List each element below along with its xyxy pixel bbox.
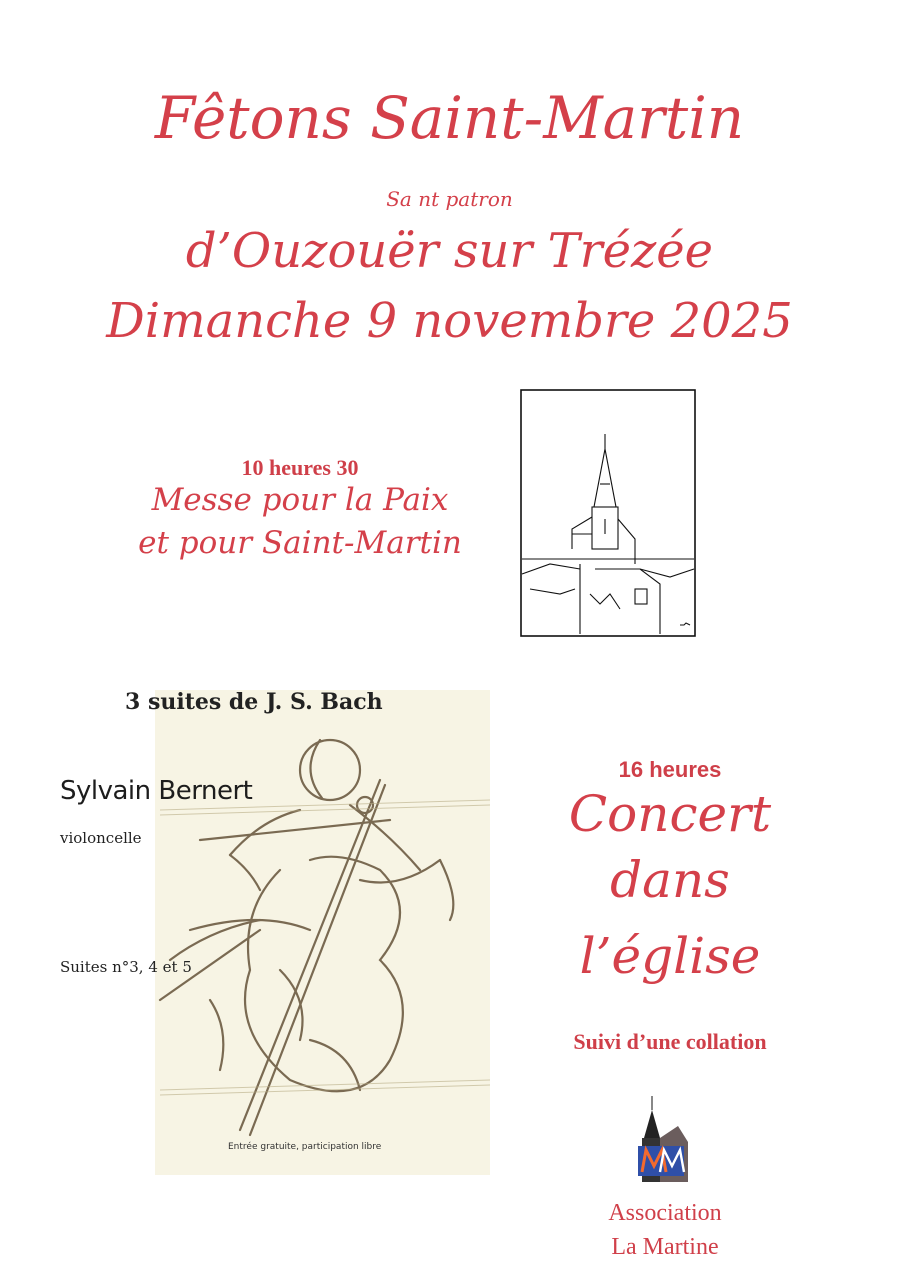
mass-title-line2: et pour Saint-Martin bbox=[138, 525, 462, 561]
patron-subtitle: Sa nt patron bbox=[386, 187, 513, 211]
entry-note: Entrée gratuite, participation libre bbox=[228, 1142, 382, 1152]
collation-note: Suivi d’une collation bbox=[573, 1029, 767, 1054]
mass-time: 10 heures 30 bbox=[241, 455, 359, 480]
association-name-line1: Association bbox=[608, 1200, 722, 1226]
concert-poster bbox=[60, 670, 490, 1175]
mass-title-line1: Messe pour la Paix bbox=[151, 482, 449, 518]
concert-title-line1: Concert bbox=[568, 785, 772, 843]
performer-name: Sylvain Bernert bbox=[60, 776, 253, 806]
association-logo-icon bbox=[632, 1096, 690, 1186]
association-name-line2: La Martine bbox=[611, 1234, 719, 1260]
instrument-label: violoncelle bbox=[60, 829, 142, 847]
concert-title-line2: dans bbox=[610, 851, 730, 909]
cellist-sketch-icon bbox=[60, 670, 490, 1175]
church-sketch-icon bbox=[520, 389, 696, 637]
event-date: Dimanche 9 novembre 2025 bbox=[106, 293, 793, 349]
town-name: d’Ouzouër sur Trézée bbox=[185, 223, 714, 279]
page-title: Fêtons Saint-Martin bbox=[154, 84, 745, 152]
concert-title-line3: l’église bbox=[579, 927, 761, 985]
poster-title: 3 suites de J. S. Bach bbox=[125, 689, 383, 715]
suites-label: Suites n°3, 4 et 5 bbox=[60, 958, 192, 976]
concert-time: 16 heures bbox=[618, 757, 722, 782]
